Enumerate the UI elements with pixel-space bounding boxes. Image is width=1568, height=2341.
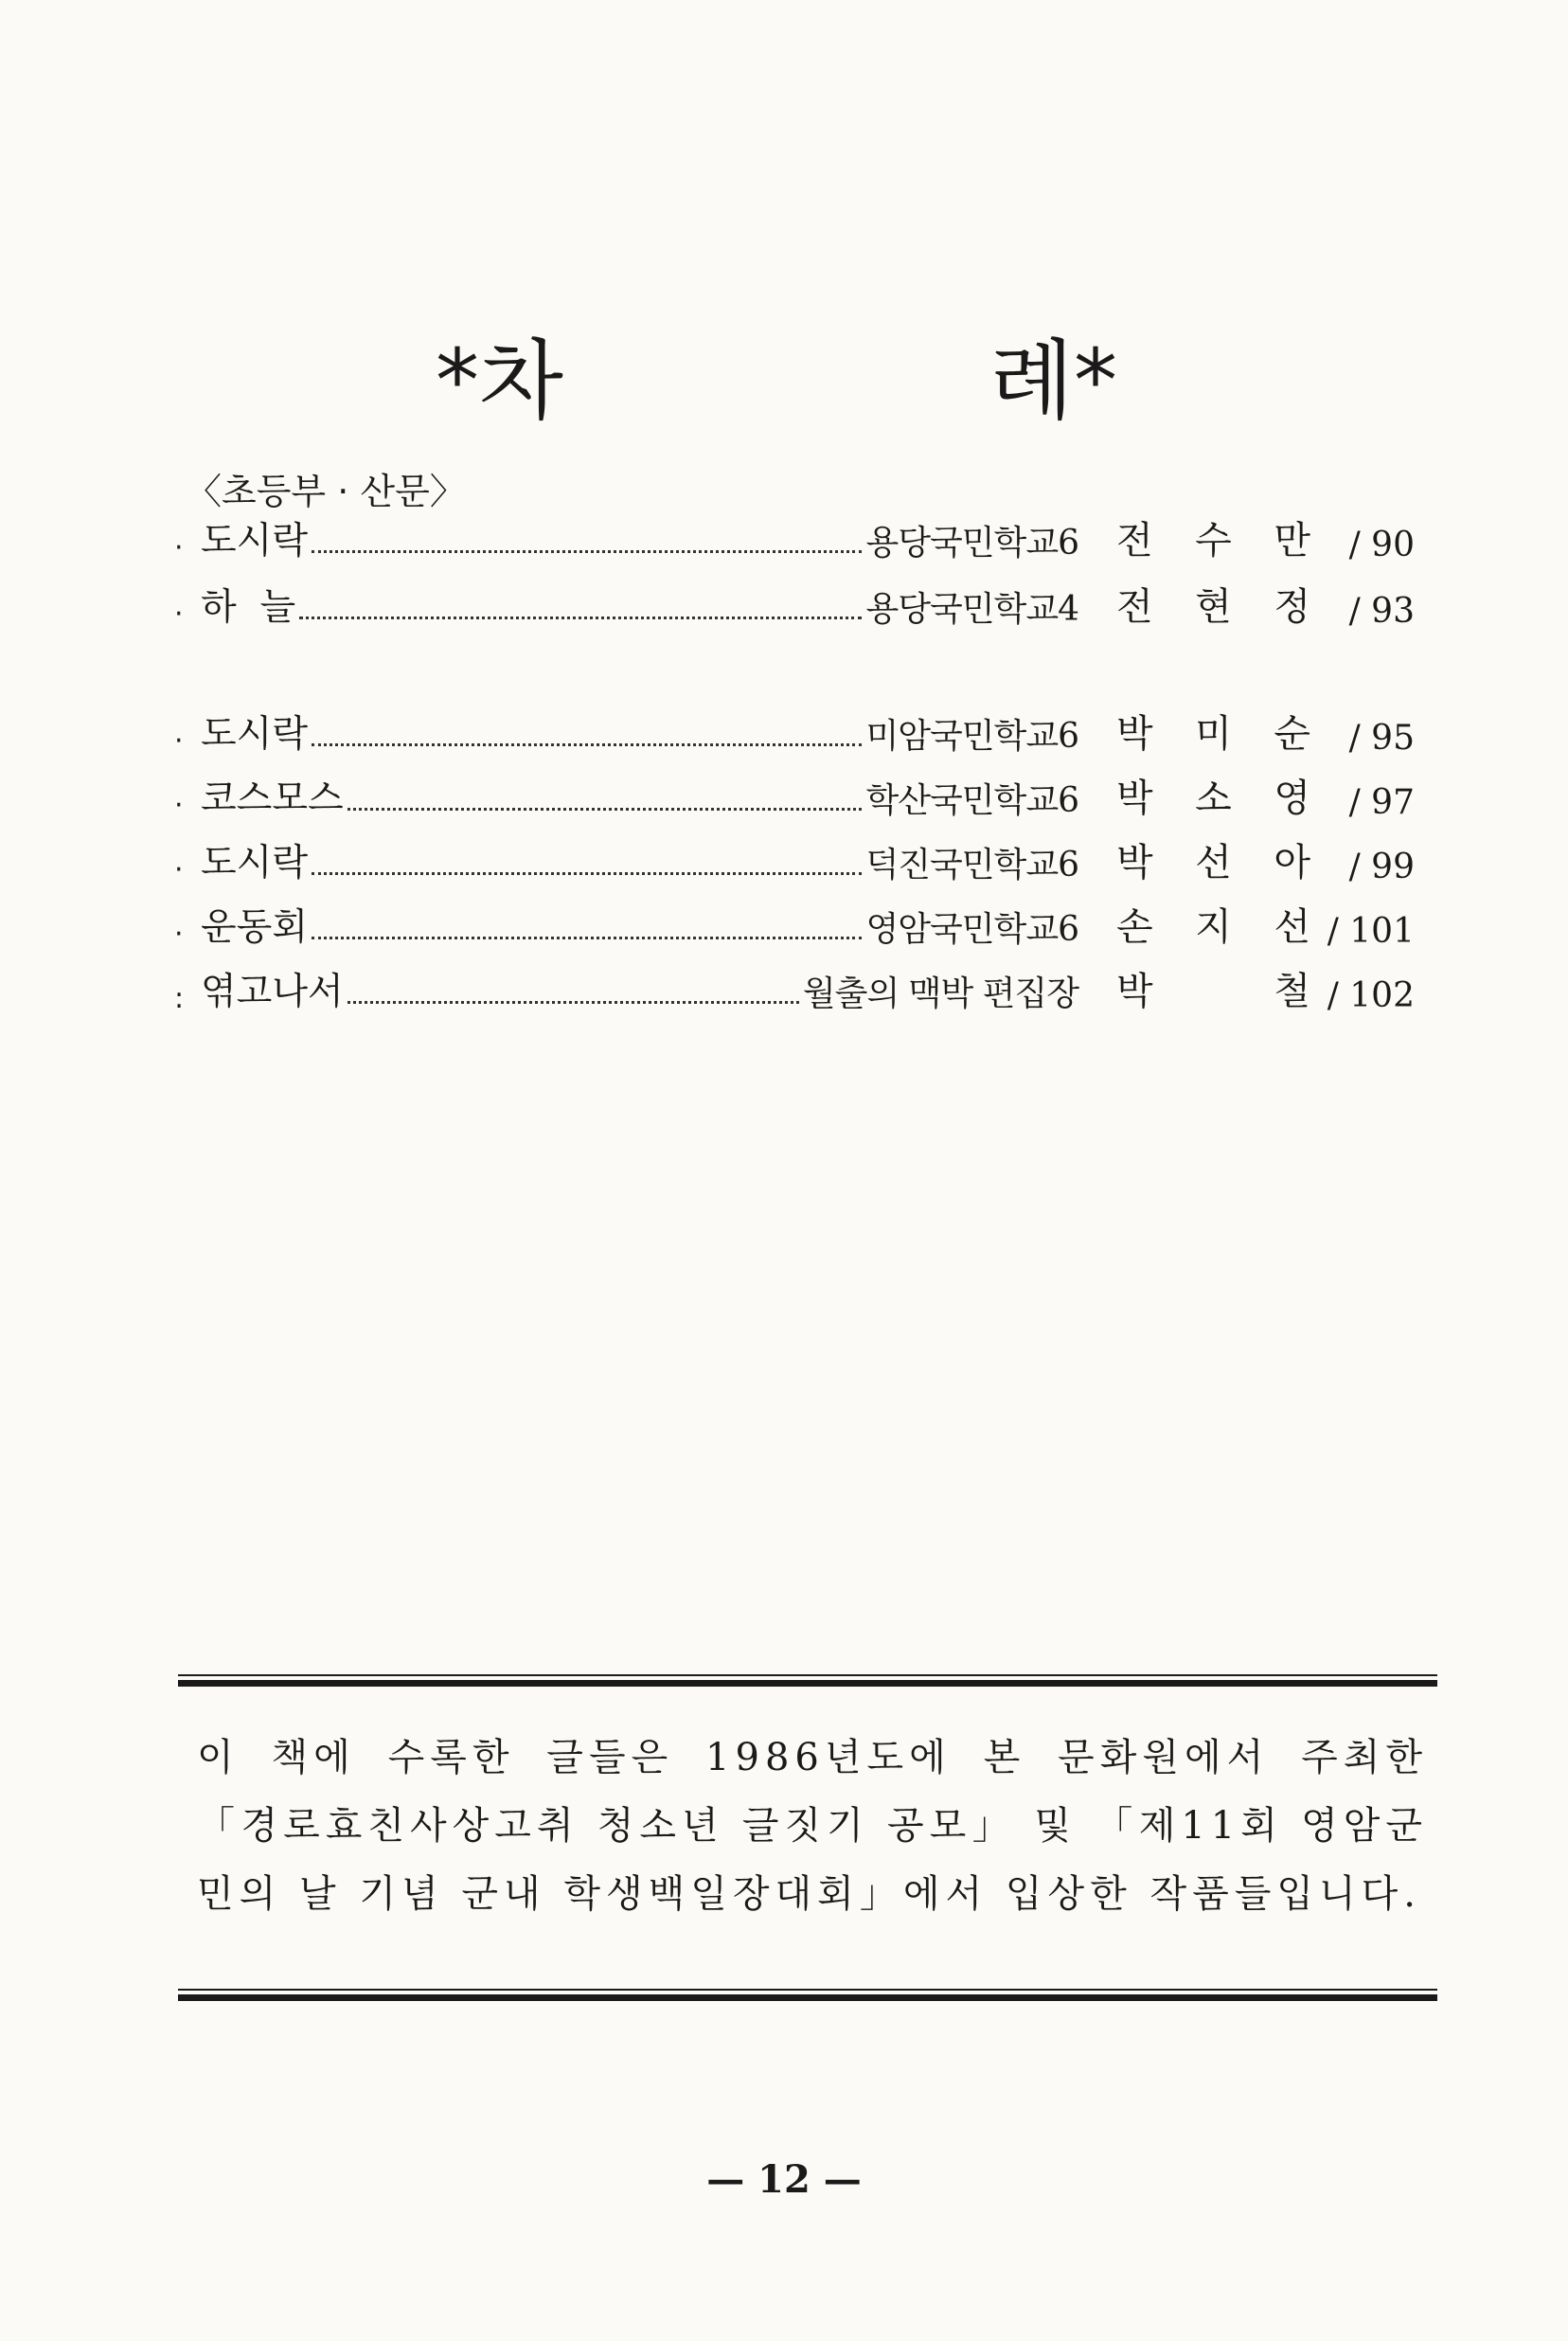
toc-page-ref: / 97 bbox=[1348, 783, 1415, 822]
note-bottom-rule bbox=[178, 1989, 1437, 2001]
toc-page-ref: / 99 bbox=[1348, 848, 1415, 886]
toc-author: 박 소 영 bbox=[1116, 777, 1310, 820]
toc-bullet: · bbox=[174, 724, 184, 758]
dot-leader bbox=[312, 871, 862, 875]
title-left: *차 bbox=[436, 331, 563, 432]
toc-row bbox=[174, 894, 1415, 951]
note-text: 이 책에 수록한 글들은 1986년도에 본 문화원에서 주최한 「경로효친사상고취 청소년 글짓기 공모」 및 「제11회 영암군민의 날 기념 군내 학생백일장대회」에서 입상한 작품들입니다. bbox=[197, 1736, 1428, 1916]
toc-entry-title: 도시락 bbox=[201, 842, 309, 885]
toc-row bbox=[174, 508, 1415, 564]
toc-row bbox=[174, 574, 1415, 631]
toc-school: 용당국민학교6 bbox=[865, 524, 1078, 563]
toc-bullet: : bbox=[174, 982, 185, 1015]
toc-school: 덕진국민학교6 bbox=[865, 846, 1078, 885]
toc-bullet: · bbox=[174, 531, 184, 564]
dot-leader bbox=[299, 616, 862, 619]
toc-bullet: · bbox=[174, 918, 184, 951]
toc-row bbox=[174, 830, 1415, 886]
section-label: 〈초등부 · 산문〉 bbox=[186, 471, 466, 512]
toc-page-ref: / 102 bbox=[1327, 976, 1415, 1015]
toc-bullet: · bbox=[174, 789, 184, 822]
toc-bullet: · bbox=[174, 598, 184, 631]
page-title bbox=[436, 313, 1117, 436]
toc-entry-title: 도시락 bbox=[201, 520, 309, 563]
toc-entry-title: 하 늘 bbox=[201, 586, 296, 629]
toc-school: 미암국민학교6 bbox=[865, 717, 1078, 756]
toc-author: 박 미 순 bbox=[1116, 712, 1310, 756]
toc-entry-title: 코스모스 bbox=[201, 777, 344, 820]
toc-author: 전 수 만 bbox=[1116, 519, 1310, 563]
dot-leader bbox=[347, 807, 863, 811]
toc-school: 영암국민학교6 bbox=[865, 910, 1078, 949]
dot-leader bbox=[312, 549, 862, 553]
toc-school: 학산국민학교6 bbox=[865, 781, 1078, 820]
toc-page-ref: / 90 bbox=[1348, 526, 1415, 564]
toc-author: 박 선 아 bbox=[1116, 841, 1310, 885]
toc-page-ref: / 93 bbox=[1348, 592, 1415, 631]
toc-row bbox=[174, 958, 1415, 1015]
toc-school: 월출의 맥박 편집장 bbox=[802, 974, 1078, 1013]
dot-leader bbox=[312, 936, 862, 939]
page-number: — 12 — bbox=[706, 2157, 862, 2202]
toc-page-ref: / 101 bbox=[1327, 912, 1415, 951]
dot-leader bbox=[312, 742, 862, 746]
toc-row bbox=[174, 765, 1415, 822]
toc-entry-title: 엮고나서 bbox=[201, 971, 344, 1013]
toc-author: 박 철 bbox=[1116, 970, 1310, 1013]
dot-leader bbox=[347, 1000, 799, 1004]
toc-entry-title: 운동회 bbox=[201, 906, 309, 949]
toc-bullet: · bbox=[174, 853, 184, 886]
toc-page-ref: / 95 bbox=[1348, 719, 1415, 758]
toc-entry-title: 도시락 bbox=[201, 713, 309, 756]
toc-school: 용당국민학교4 bbox=[865, 590, 1078, 629]
note-top-rule bbox=[178, 1674, 1437, 1687]
toc-author: 손 지 선 bbox=[1116, 905, 1310, 949]
toc-row bbox=[174, 701, 1415, 758]
title-right: 례* bbox=[989, 331, 1117, 432]
toc-author: 전 현 정 bbox=[1116, 585, 1310, 629]
